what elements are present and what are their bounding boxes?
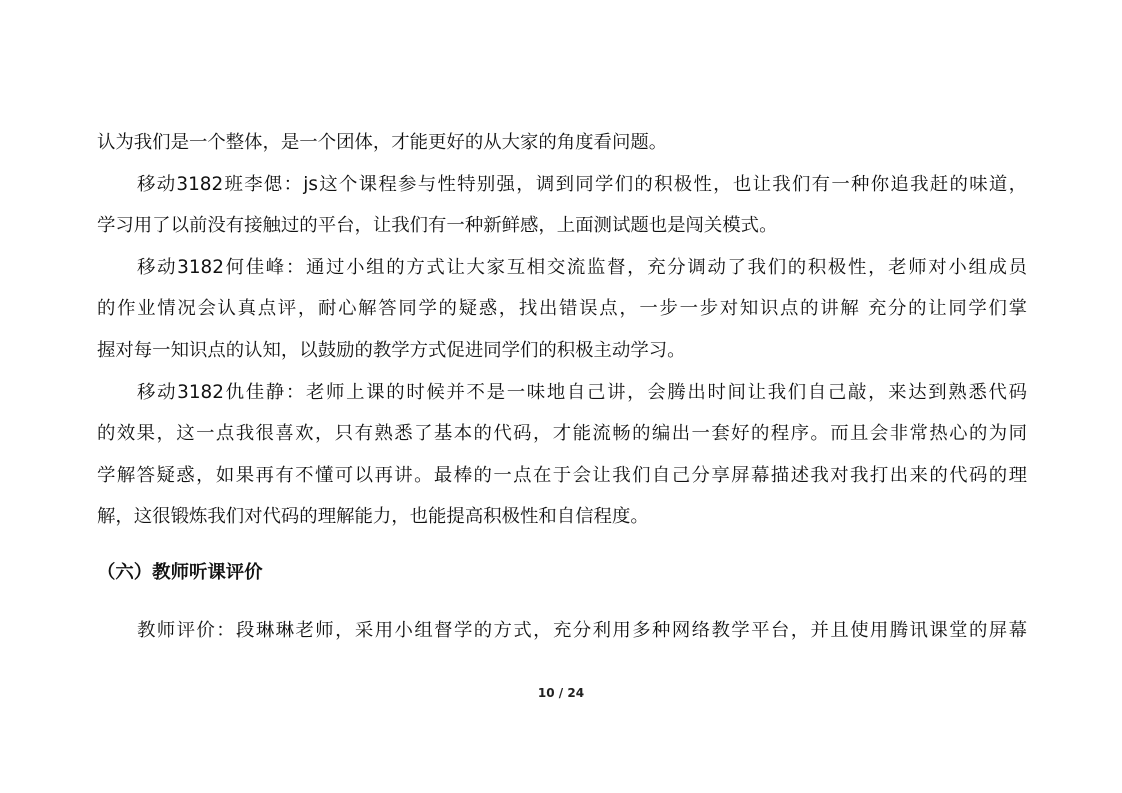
paragraph-line: 移动3182仇佳静：老师上课的时候并不是一味地自己讲，会腾出时间让我们自己敲，来达到熟悉代码	[137, 381, 1027, 403]
paragraph-line: 解，这很锻炼我们对代码的理解能力，也能提高积极性和自信程度。	[97, 506, 649, 528]
section-heading: （六）教师听课评价	[97, 561, 263, 583]
page-number: 10 / 24	[537, 686, 585, 700]
paragraph-line: 学习用了以前没有接触过的平台，让我们有一种新鲜感，上面测试题也是闯关模式。	[97, 215, 778, 237]
paragraph-line: 移动3182班李偲：js这个课程参与性特别强，调到同学们的积极性，也让我们有一种你追我赶的味道，	[137, 173, 1027, 195]
document-body	[97, 122, 1027, 651]
paragraph-line: 移动3182何佳峰：通过小组的方式让大家互相交流监督，充分调动了我们的积极性，老师对小组成员	[137, 256, 1027, 278]
paragraph-line: 的作业情况会认真点评，耐心解答同学的疑惑，找出错误点，一步一步对知识点的讲解 充分的让同学们掌	[97, 298, 1027, 320]
teacher-evaluation-line: 教师评价：段琳琳老师，采用小组督学的方式，充分利用多种网络教学平台，并且使用腾讯课堂的屏幕	[137, 619, 1027, 641]
paragraph-line: 认为我们是一个整体，是一个团体，才能更好的从大家的角度看问题。	[97, 132, 668, 153]
paragraph-line: 学解答疑惑，如果再有不懂可以再讲。最棒的一点在于会让我们自己分享屏幕描述我对我打出来的代码的理	[97, 464, 1027, 486]
paragraph-line: 握对每一知识点的认知，以鼓励的教学方式促进同学们的积极主动学习。	[97, 339, 686, 361]
paragraph-line: 的效果，这一点我很喜欢，只有熟悉了基本的代码，才能流畅的编出一套好的程序。而且会非常热心的为同	[97, 423, 1027, 445]
